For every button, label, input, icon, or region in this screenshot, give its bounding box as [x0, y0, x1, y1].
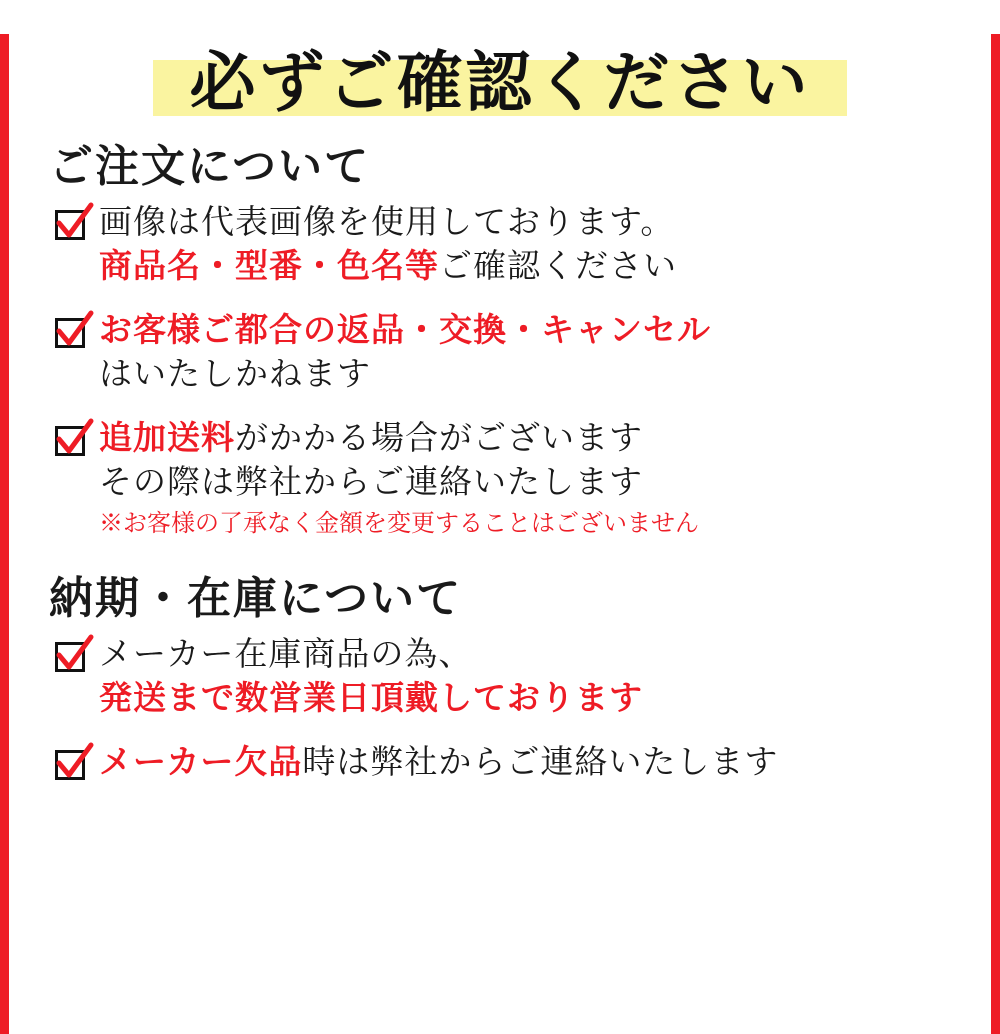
text-segment-black: 時は弊社からご連絡いたします [302, 742, 779, 781]
text-segment-red: 追加送料 [99, 418, 235, 457]
list-item-text [99, 200, 969, 288]
list-item [53, 740, 969, 784]
checkbox-checked-icon [53, 312, 93, 352]
list-item [53, 308, 969, 396]
text-line: お客様ご都合の返品・交換・キャンセル [99, 310, 711, 349]
text-segment-red: メーカー欠品 [99, 742, 303, 781]
section-heading-delivery: 納期・在庫について [49, 573, 463, 624]
text-line [99, 740, 969, 784]
list-item [53, 416, 969, 540]
text-line: 発送まで数営業日頂戴しております [99, 678, 643, 717]
page-title: 必ずご確認ください [189, 43, 811, 121]
section-heading-orders: ご注文について [49, 141, 371, 192]
page-title-block [31, 34, 969, 130]
text-segment-black: ご確認ください [439, 246, 677, 285]
text-segment-black: がかかる場合がございます [235, 418, 643, 457]
notice-content [9, 34, 991, 1034]
list-item-text [99, 632, 969, 720]
checkbox-checked-icon [53, 744, 93, 784]
text-line: メーカー在庫商品の為、 [99, 634, 473, 673]
footnote: ※お客様の了承なく金額を変更することはございません [99, 509, 699, 537]
text-segment-red: 商品名・型番・色名等 [99, 246, 439, 285]
list-item-text [99, 308, 969, 396]
text-line: その際は弊社からご連絡いたします [99, 462, 643, 501]
text-line: 画像は代表画像を使用しております。 [99, 202, 675, 241]
list-item [53, 200, 969, 288]
list-item-text [99, 740, 969, 784]
notice-page [0, 34, 1000, 1034]
list-item [53, 632, 969, 720]
checkbox-checked-icon [53, 420, 93, 460]
text-line [99, 244, 969, 288]
text-line [99, 416, 969, 460]
list-item-text [99, 416, 969, 540]
checkbox-checked-icon [53, 636, 93, 676]
text-line: はいたしかねます [99, 354, 371, 393]
checkbox-checked-icon [53, 204, 93, 244]
